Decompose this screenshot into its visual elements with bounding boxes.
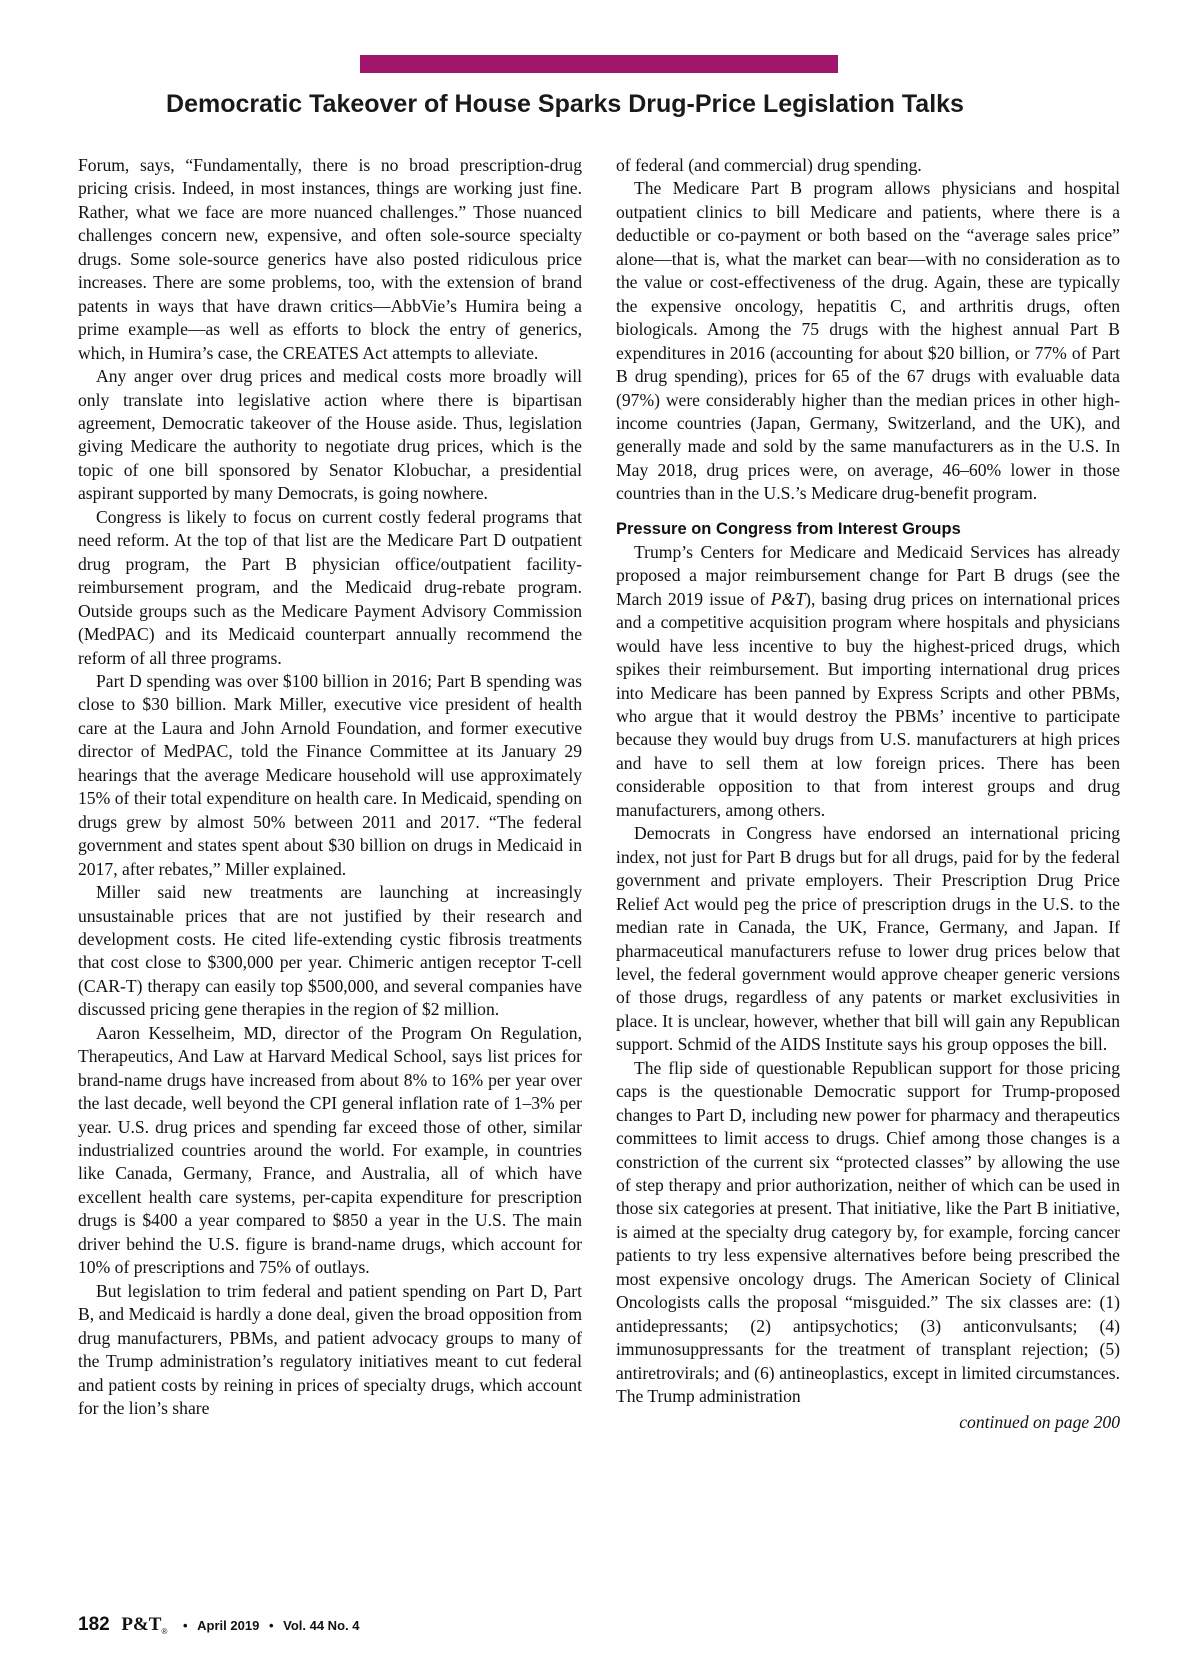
right-paragraph-1: of federal (and commercial) drug spending. bbox=[616, 155, 922, 175]
section-subhead: Pressure on Congress from Interest Groups bbox=[616, 519, 961, 538]
left-paragraph-7: But legislation to trim federal and patient spending on Part D, Part B, and Medicaid is hardly a done deal, given the broad opposition from drug manufacturers, PBMs, and patient advocacy groups to many of the Trump administration’s regulatory initiatives meant to cut federal and patient costs by reining in prices of specialty drugs, which account for the lion’s share bbox=[78, 1280, 582, 1419]
registered-mark: ® bbox=[161, 1626, 168, 1636]
volume-number: Vol. 44 No. 4 bbox=[283, 1618, 360, 1633]
right-paragraph-2: The Medicare Part B program allows physicians and hospital outpatient clinics to bill Medicare and patients, where there is a deductible or co-payment or both based on the “average sales price” alone—that is, what the market can bear—with no consideration as to the value or cost-effectiveness of the drug. Again, these are typically the expensive oncology, hepatitis C, and arthritis drugs, often biologicals. Among the 75 drugs with the highest annual Part B expenditures in 2016 (accounting for about $20 billion, or 77% of Part B drug spending), prices for 65 of the 67 drugs with evaluable data (97%) were considerably higher than the median prices in other high-income countries (Japan, Germany, Switzerland, and the UK), and generally made and sold by the same manufacturers as in the U.S. In May 2018, drug prices were, on average, 46–60% lower in those countries than in the U.S.’s Medicare drug-benefit program. bbox=[616, 178, 1120, 504]
left-paragraph-2: Any anger over drug prices and medical costs more broadly will only translate into legislative action where there is bipartisan agreement, Democratic takeover of the House aside. Thus, legislation giving Medicare the authority to negotiate drug prices, which is the topic of one bill sponsored by Senator Klobuchar, a presidential aspirant supported by many Democrats, is going nowhere. bbox=[78, 366, 582, 504]
left-paragraph-6: Aaron Kesselheim, MD, director of the Program On Regulation, Therapeutics, And Law at Harvard Medical School, says list prices for brand-name drugs have increased from about 8% to 16% per year over the last decade, well beyond the CPI general inflation rate of 1–3% per year. U.S. drug prices and spending far exceed those of other, similar industrialized countries around the world. For example, in countries like Canada, Germany, France, and Australia, all of which have excellent health care systems, per-capita expenditure for prescription drugs is $400 a year compared to $850 a year in the U.S. The main driver behind the U.S. figure is brand-name drugs, which account for 10% of prescriptions and 75% of outlays. bbox=[78, 1022, 582, 1278]
journal-reference: P&T bbox=[770, 588, 806, 609]
page-footer bbox=[78, 1614, 359, 1636]
left-paragraph-3: Congress is likely to focus on current costly federal programs that need reform. At the top of that list are the Medicare Part D outpatient drug program, the Part B physician office/outpatient facility-reimbursement program, and the Medicaid drug-rebate program. Outside groups such as the Medicare Payment Advisory Commission (MedPAC) and its Medicaid counterpart annually recommend the reform of all three programs. bbox=[78, 506, 582, 668]
continued-note: continued on page 200 bbox=[959, 1411, 1120, 1432]
header-accent-bar bbox=[360, 55, 838, 73]
page-title: Democratic Takeover of House Sparks Drug-Price Legislation Talks bbox=[166, 90, 964, 118]
footer-separator: • bbox=[268, 1618, 274, 1633]
right-paragraph-3 bbox=[616, 541, 1120, 822]
page-number: 182 bbox=[78, 1614, 110, 1635]
right-paragraph-3-part-a: Trump’s Centers for Medicare and Medicaid Services has already proposed a major reimbursement change for Part B drugs (see the March 2019 issue of bbox=[616, 541, 1120, 609]
left-paragraph-4: Part D spending was over $100 billion in 2016; Part B spending was close to $30 billion. Mark Miller, executive vice president of health care at the Laura and John Arnold Foundation, and former executive director of MedPAC, told the Finance Committee at its January 29 hearings that the average Medicare household will use approximately 15% of their total expenditure on health care. In Medicaid, spending on drugs grew by almost 50% between 2011 and 2017. “The federal government and states spent about $30 billion on drugs in Medicaid in 2017, after rebates,” Miller explained. bbox=[78, 670, 582, 879]
journal-name: P&T bbox=[121, 1614, 162, 1635]
left-column bbox=[78, 154, 582, 1420]
right-paragraph-5: The flip side of questionable Republican support for those pricing caps is the questionable Democratic support for Trump-proposed changes to Part D, including new power for pharmacy and therapeutics committees to limit access to drugs. Chief among those changes is a constriction of the current six “protected classes” by allowing the use of step therapy and prior authorization, neither of which can be used in those six categories at present. That initiative, like the Part B initiative, is aimed at the specialty drug category by, for example, forcing cancer patients to try less expensive alternatives before being prescribed the most expensive oncology drugs. The American Society of Clinical Oncologists calls the proposal “misguided.” The six classes are: (1) antidepressants; (2) antipsychotics; (3) anticonvulsants; (4) immunosuppressants for the treatment of transplant rejection; (5) antiretrovirals; and (6) antineoplastics, except in limited circumstances. The Trump administration bbox=[616, 1057, 1120, 1407]
left-paragraph-5: Miller said new treatments are launching at increasingly unsustainable prices that are not justified by their research and development costs. He cited life-extending cystic fibrosis treatments that cost close to $300,000 per year. Chimeric antigen receptor T-cell (CAR-T) therapy can easily top $500,000, and several companies have discussed pricing gene therapies in the region of $2 million. bbox=[78, 882, 582, 1020]
issue-date: April 2019 bbox=[197, 1618, 260, 1633]
right-paragraph-4: Democrats in Congress have endorsed an international pricing index, not just for Part B drugs but for all drugs, paid for by the federal government and private employers. Their Prescription Drug Price Relief Act would peg the price of prescription drugs in the U.S. to the median rate in Canada, the UK, France, Germany, and Japan. If pharmaceutical manufacturers refuse to lower drug prices below that level, the federal government would approve cheaper generic versions of those drugs, regardless of any patents or market exclusivities in place. It is unclear, however, whether that bill will gain any Republican support. Schmid of the AIDS Institute says his group opposes the bill. bbox=[616, 823, 1120, 1055]
footer-separator: • bbox=[182, 1618, 188, 1633]
left-paragraph-1: Forum, says, “Fundamentally, there is no broad prescription-drug pricing crisis. Indeed, in most instances, things are working just fine. Rather, what we face are more nuanced challenges.” Those nuanced challenges concern new, expensive, and often sole-source specialty drugs. Some sole-source generics have also posted ridiculous price increases. There are some problems, too, with the extension of brand patents in ways that have drawn critics—AbbVie’s Humira being a prime example—as well as efforts to block the entry of generics, which, in Humira’s case, the CREATES Act attempts to alleviate. bbox=[78, 155, 582, 363]
right-paragraph-3-part-b: ), basing drug prices on international prices and a competitive acquisition program where hospitals and physicians would have less incentive to buy the highest-priced drugs, which spikes their reimbursement. But importing international drug prices into Medicare has been panned by Express Scripts and other PBMs, who argue that it would destroy the PBMs’ incentive to participate because they would buy drugs from U.S. manufacturers at high prices and have to sell them at low foreign prices. There has been considerable opposition to that from interest groups and drug manufacturers, among others. bbox=[616, 588, 1121, 820]
right-column bbox=[616, 154, 1120, 1434]
